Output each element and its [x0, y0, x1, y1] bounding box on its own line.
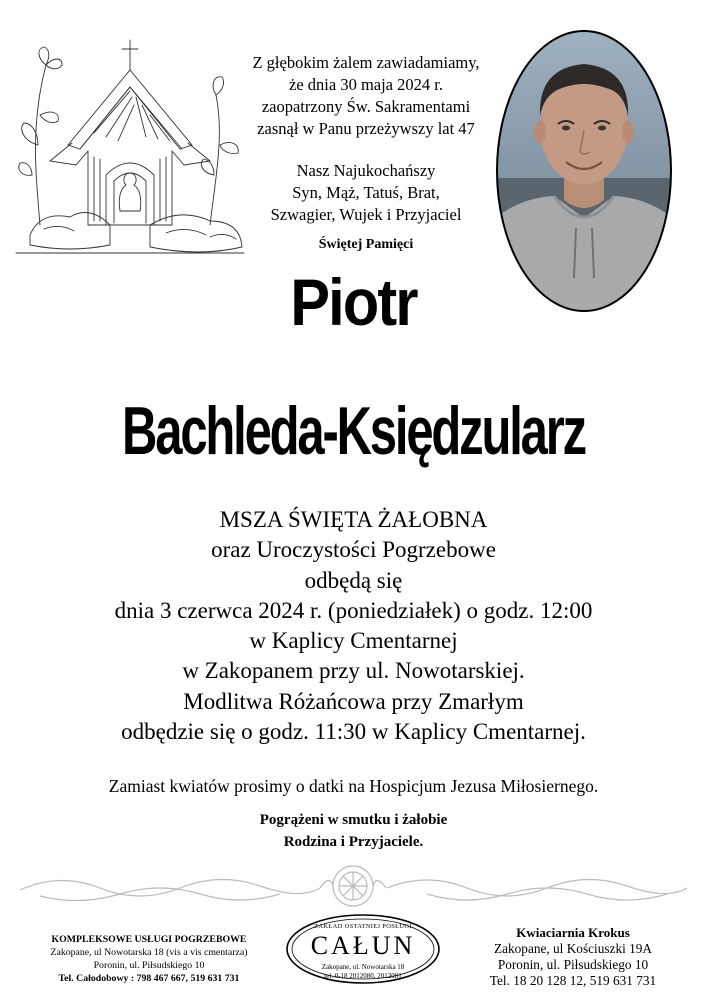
- funeral-services-info: [8, 933, 290, 985]
- family-line: Nasz Najukochańszy: [296, 161, 436, 180]
- florist-phone: Tel. 18 20 128 12, 519 631 731: [489, 973, 657, 988]
- florist-address-1: Zakopane, ul Kościuszki 19A: [493, 941, 653, 956]
- intro-line: zasnął w Panu przeżywszy lat 47: [257, 119, 475, 138]
- announcement-intro: [232, 52, 500, 140]
- logo-address: Zakopane, ul. Nowotarska 18: [321, 963, 405, 971]
- chapel-illustration: [10, 25, 250, 265]
- ornament-divider: [20, 862, 687, 910]
- grief-line: Rodzina i Przyjaciele.: [283, 834, 424, 850]
- first-name: Piotr: [290, 265, 417, 339]
- family-line: Syn, Mąż, Tatuś, Brat,: [292, 183, 440, 202]
- florist-title: Kwiaciarnia Krokus: [516, 925, 630, 940]
- funeral-services-title: KOMPLEKSOWE USŁUGI POGRZEBOWE: [51, 934, 247, 945]
- funeral-address-2: Poronin, ul. Piłsudskiego 10: [93, 960, 205, 971]
- ceremony-line: MSZA ŚWIĘTA ŻAŁOBNA: [219, 507, 488, 532]
- florist-address-2: Poronin, ul. Piłsudskiego 10: [497, 957, 649, 972]
- ceremony-line: dnia 3 czerwca 2024 r. (poniedziałek) o godz. 12:00: [114, 597, 593, 623]
- logo-top-text: ZAKŁAD OSTATNIEJ POSŁUGI: [314, 923, 412, 930]
- last-name: Bachleda-Księdzularz: [122, 393, 585, 469]
- intro-line: zaopatrzony Św. Sakramentami: [261, 97, 471, 116]
- ceremony-line: odbędą się: [304, 567, 403, 593]
- donation-note: Zamiast kwiatów prosimy o datki na Hospicjum Jezusa Miłosiernego.: [108, 776, 599, 796]
- calun-logo-text: [282, 911, 444, 987]
- ceremony-line: w Zakopanem przy ul. Nowotarskiej.: [182, 658, 525, 684]
- ceremony-line: w Kaplicy Cmentarnej: [249, 628, 458, 654]
- intro-line: Z głębokim żalem zawiadamiamy,: [252, 53, 480, 72]
- ceremony-line: oraz Uroczystości Pogrzebowe: [211, 537, 496, 563]
- ceremony-line: odbędzie się o godz. 11:30 w Kaplicy Cmentarnej.: [121, 719, 586, 745]
- family-description: [232, 160, 500, 226]
- logo-phone: tel. 0-18 2012080, 2012081: [324, 972, 402, 980]
- ceremony-line: Modlitwa Różańcowa przy Zmarłym: [183, 688, 524, 714]
- ceremony-details: [0, 505, 707, 747]
- florist-info: [445, 925, 701, 989]
- intro-line: że dnia 30 maja 2024 r.: [289, 75, 443, 94]
- memory-label: Świętej Pamięci: [318, 237, 414, 252]
- grief-line: Pogrążeni w smutku i żałobie: [259, 812, 448, 828]
- funeral-address-1: Zakopane, ul Nowotarska 18 (vis a vis cmentarza): [50, 947, 248, 958]
- logo-name: CAŁUN: [310, 931, 416, 960]
- funeral-phone: Tel. Całodobowy : 798 467 667, 519 631 731: [58, 973, 240, 984]
- mourners-signature: [0, 809, 707, 853]
- family-line: Szwagier, Wujek i Przyjaciel: [270, 205, 462, 224]
